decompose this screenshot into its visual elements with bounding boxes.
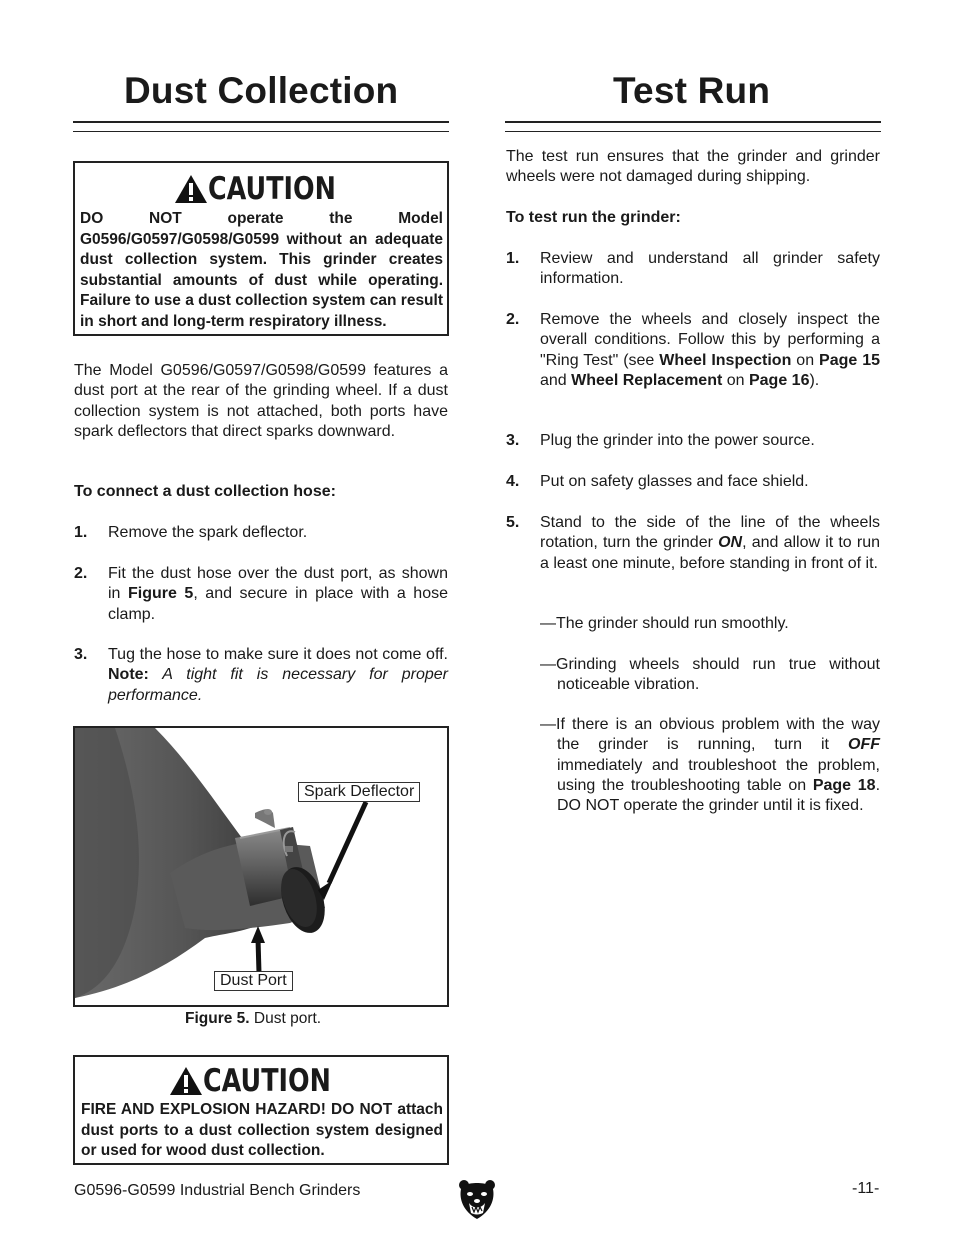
note-text: A tight fit is necessary for proper performance. (108, 666, 448, 704)
caution-box-fire (73, 1055, 449, 1165)
dust-collection-title: Dust Collection (124, 70, 399, 111)
title-rule-left-top (73, 121, 449, 123)
dust-subhead: To connect a dust collection hose: (74, 483, 336, 500)
step-text-part: Remove the wheels and closely inspect the overall conditions. Follow this by performing a "Ring Test" (see (540, 311, 880, 369)
figure-reference: Figure 5 (128, 585, 194, 603)
title-rule-right-bottom (505, 131, 881, 132)
step-text-part: , and secure in place with a hose clamp. (108, 585, 449, 623)
warning-triangle-icon (174, 174, 208, 204)
test-step-2 (506, 310, 880, 412)
note-text-part: immediately and troubleshoot the problem, using the troubleshooting table on (557, 756, 880, 794)
page-18-ref: Page 18 (812, 776, 876, 794)
dust-port-photo (75, 728, 447, 1005)
figure-5-caption (185, 1010, 321, 1028)
test-run-subhead: To test run the grinder: (506, 209, 681, 226)
footer-manual-title: G0596-G0599 Industrial Bench Grinders (74, 1182, 361, 1199)
caution-text-dust: DO NOT operate the Model G0596/G0597/G0598/G0599 without an adequate dust collection system. This grinder creates substantial amounts of dust while operating. Failure to use a dust collection system can result in short and long-term respiratory illness. (80, 210, 443, 330)
wheel-inspection-ref: Wheel Inspection (659, 351, 792, 369)
caution-text-fire: FIRE AND EXPLOSION HAZARD! DO NOT attach dust ports to a dust collection system designed or used for wood dust collection. (81, 1101, 443, 1159)
step-text (540, 310, 880, 391)
dust-port-label: Dust Port (214, 971, 293, 991)
note-label: Note: (108, 666, 149, 684)
dust-step-3 (74, 645, 448, 707)
title-rule-left-bottom (73, 131, 449, 132)
step-number: 1. (506, 250, 520, 267)
title-rule-right-top (505, 121, 881, 123)
caution-header (75, 1063, 447, 1099)
step-text: Remove the spark deflector. (108, 524, 308, 541)
step-text-part: ). (809, 371, 820, 389)
step-number: 4. (506, 473, 520, 490)
step-text-part: , and allow it to run a least one minute, before standing in front of it. (540, 534, 880, 572)
step-text (108, 564, 448, 625)
step-text-part: on (722, 371, 749, 389)
caption-text: Dust port. (249, 1010, 322, 1027)
step-text: Review and understand all grinder safety information. (540, 250, 880, 288)
step-text-part: and (540, 371, 572, 389)
page-15-ref: Page 15 (819, 351, 881, 369)
page-number: -11- (852, 1180, 880, 1197)
test-step-4 (506, 472, 880, 494)
step-number: 2. (74, 565, 88, 582)
step-text (540, 513, 880, 574)
step-text: Put on safety glasses and face shield. (540, 473, 809, 490)
dust-step-2 (74, 564, 448, 626)
step-number: 3. (74, 646, 88, 663)
bear-logo-icon (457, 1177, 497, 1221)
caution-box-dust (73, 161, 449, 336)
figure-5-dust-port (73, 726, 449, 1007)
dust-step-1 (74, 523, 448, 545)
step-number: 5. (506, 514, 520, 531)
on-emphasis: ON (718, 534, 743, 552)
test-note-1: —The grinder should run smoothly. (540, 615, 789, 632)
test-step-3 (506, 431, 880, 453)
page-16-ref: Page 16 (748, 371, 810, 389)
step-text-part: Fit the dust hose over the dust port, as shown in (108, 565, 448, 603)
caution-word: CAUTION (203, 1063, 331, 1099)
spark-deflector-label: Spark Deflector (298, 782, 420, 802)
step-text-part: Tug the hose to make sure it does not come off. (108, 646, 448, 663)
step-text-part: on (791, 351, 820, 369)
note-text-part: —If there is an obvious problem with the way the grinder is running, turn it (540, 716, 880, 754)
step-text: Plug the grinder into the power source. (540, 432, 815, 449)
caution-header (75, 171, 447, 207)
warning-triangle-icon (169, 1066, 203, 1096)
step-number: 1. (74, 524, 88, 541)
test-note-2: —Grinding wheels should run true without noticeable vibration. (540, 656, 880, 694)
step-number: 3. (506, 432, 520, 449)
off-emphasis: OFF (848, 736, 880, 754)
wheel-replacement-ref: Wheel Replacement (571, 371, 723, 389)
test-run-intro: The test run ensures that the grinder and grinder wheels were not damaged during shipping. (506, 148, 880, 186)
test-step-5 (506, 513, 880, 595)
step-number: 2. (506, 311, 520, 328)
dust-intro-paragraph: The Model G0596/G0597/G0598/G0599 features a dust port at the rear of the grinding wheel. If a dust collection system is not attached, both ports have spark deflectors that direct sparks downward. (74, 362, 448, 440)
step-text-part: Stand to the side of the line of the wheels rotation, turn the grinder (540, 514, 880, 552)
test-run-title: Test Run (613, 70, 771, 111)
test-step-1 (506, 249, 880, 291)
caption-label: Figure 5. (185, 1010, 250, 1027)
caution-word: CAUTION (208, 171, 336, 207)
note-text-part: . DO NOT operate the grinder until it is fixed. (557, 776, 881, 815)
step-text (108, 645, 448, 706)
test-note-3 (540, 715, 880, 816)
